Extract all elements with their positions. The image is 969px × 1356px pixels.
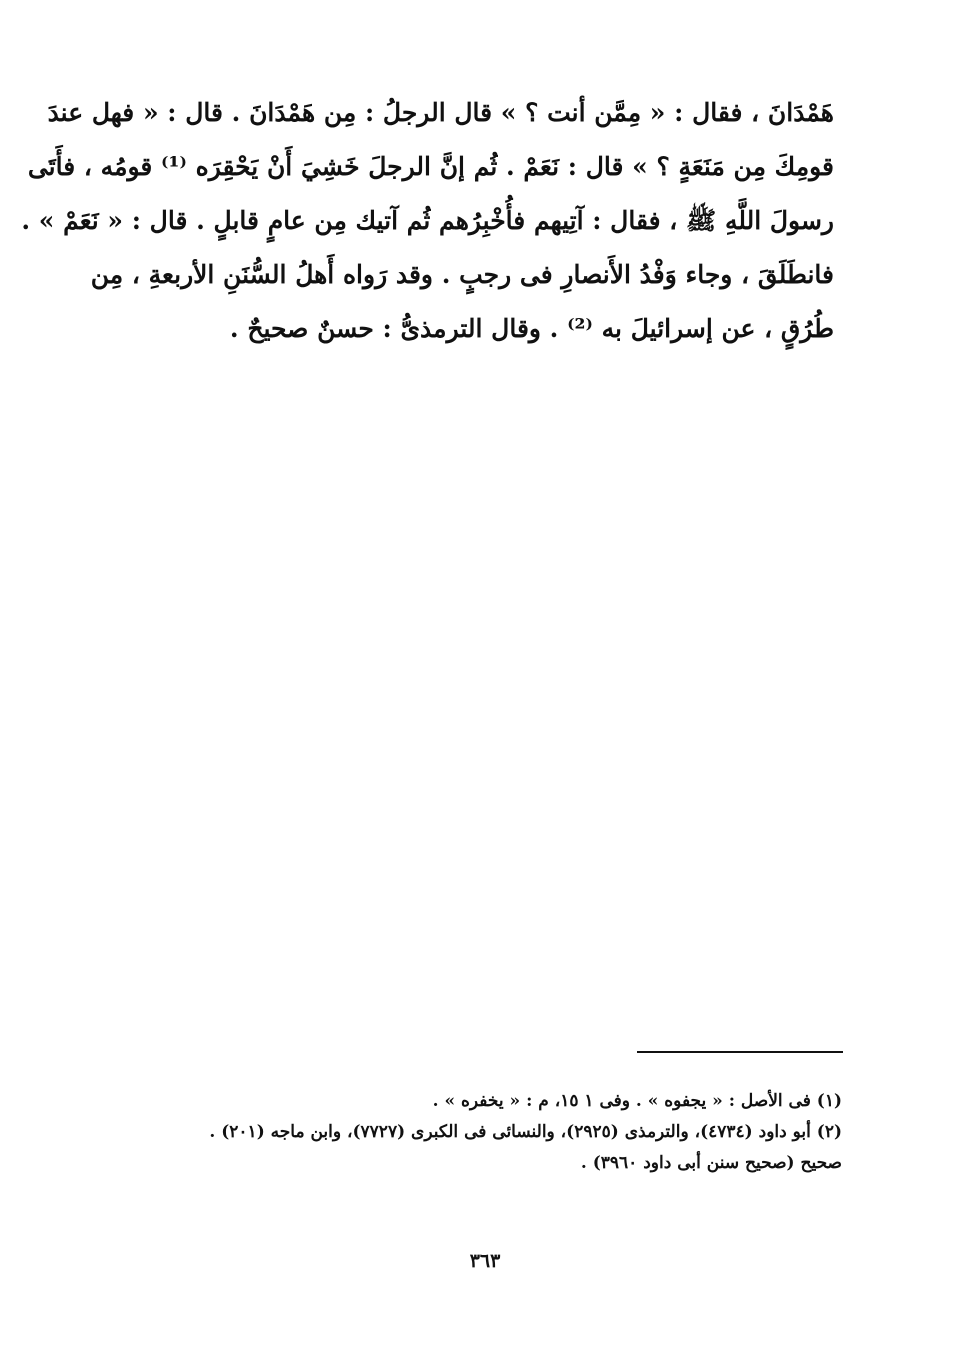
footnote-1: (١) فى الأصل : « يجفوه » . وفى ١ ١٥، م : « يخفره » . bbox=[432, 1091, 842, 1111]
footnote-separator bbox=[637, 1051, 843, 1053]
footnote-2-continued: صحيح (صحيح سنن أبى داود ٣٩٦٠) . bbox=[580, 1153, 842, 1173]
text-line-1: هَمْدَانَ ، فقال : « مِمَّن أنت ؟ » قال الرجلُ : مِن هَمْدَانَ . قال : « فهل عندَ bbox=[47, 98, 834, 127]
main-text-block bbox=[21, 86, 834, 356]
text-line-2: قومِكَ مِن مَنَعَةٍ ؟ » قال : نَعَمْ . ثُم إنَّ الرجلَ خَشِيَ أَنْ يَحْقِرَه ⁽¹⁾ قومُه ، فأَتَى bbox=[27, 152, 834, 181]
footnotes-block bbox=[128, 1086, 842, 1179]
text-line-4: فانطَلَقَ ، وجاء وَفْدُ الأَنصارِ فى رجبٍ . وقد رَواه أَهلُ السُّنَنِ الأربعةِ ، مِن bbox=[90, 260, 834, 289]
text-line-3: رسولَ اللَّهِ ﷺ ، فقال : آتِيهم فأُخْبِرُهم ثُم آتيك مِن عامٍ قابلٍ . قال : « نَعَمْ » . bbox=[21, 206, 834, 235]
page-number: ٣٦٣ bbox=[469, 1250, 501, 1272]
footnote-2: (٢) أبو داود (٤٧٣٤)، والترمذى (٢٩٢٥)، والنسائى فى الكبرى (٧٧٢٧)، وابن ماجه (٢٠١) . bbox=[209, 1122, 842, 1142]
text-line-5: طُرُقٍ ، عن إسرائيلَ به ⁽²⁾ . وقال الترمذىُّ : حسنٌ صحيحٌ . bbox=[229, 314, 834, 343]
